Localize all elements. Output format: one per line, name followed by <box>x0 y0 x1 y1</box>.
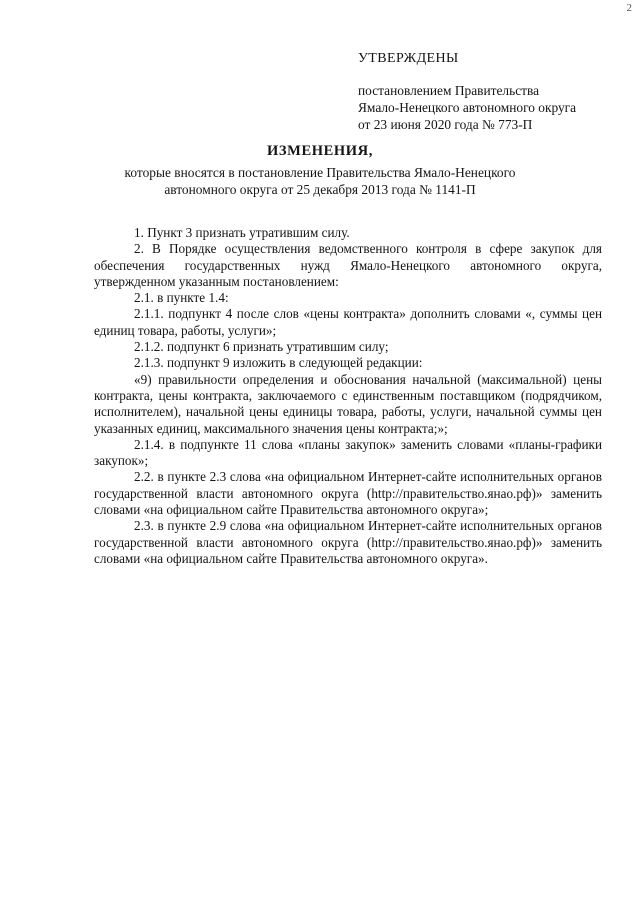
paragraph-2-1-1: 2.1.1. подпункт 4 после слов «цены контракта» дополнить словами «, суммы цен единиц товара, работы, услуги»; <box>94 306 602 338</box>
approval-heading: УТВЕРЖДЕНЫ <box>358 51 459 66</box>
paragraph-2-2: 2.2. в пункте 2.3 слова «на официальном Интернет-сайте исполнительных органов государственной власти автономного округа (http://правительство.янао.рф)» заменить словами «на официальном сайте Правительства автономного округа»; <box>94 469 602 518</box>
subtitle-line: автономного округа от 25 декабря 2013 года № 1141-П <box>164 182 476 197</box>
paragraph-1: 1. Пункт 3 признать утратившим силу. <box>134 225 350 240</box>
page-number: 2 <box>626 2 632 14</box>
paragraph-quoted-item-9: «9) правильности определения и обоснования начальной (максимальной) цены контракта, цены контракта, заключаемого с единственным поставщиком (подрядчиком, исполнителем), начальной цены единицы товара, работы, услуги, начальной суммы цен указанных единиц, максимального значения цены контракта;»; <box>94 371 602 436</box>
approval-line: от 23 июня 2020 года № 773-П <box>358 117 533 132</box>
document-subtitle <box>0 164 640 198</box>
approval-line: постановлением Правительства <box>358 83 540 98</box>
document-title: ИЗМЕНЕНИЯ, <box>267 143 373 159</box>
paragraph-2-1: 2.1. в пункте 1.4: <box>134 290 229 306</box>
paragraph-2: 2. В Порядке осуществления ведомственного контроля в сфере закупок для обеспечения государственных нужд Ямало-Ненецкого автономного округа, утвержденном указанным постановлением: <box>94 241 602 289</box>
approval-block <box>358 50 628 133</box>
subtitle-line: которые вносятся в постановление Правительства Ямало-Ненецкого <box>124 165 516 180</box>
document-body <box>94 225 602 567</box>
paragraph-2-1-2: 2.1.2. подпункт 6 признать утратившим силу; <box>134 339 389 355</box>
approval-line: Ямало-Ненецкого автономного округа <box>358 100 577 115</box>
paragraph-2-1-3: 2.1.3. подпункт 9 изложить в следующей редакции: <box>134 355 423 371</box>
paragraph-2-3: 2.3. в пункте 2.9 слова «на официальном Интернет-сайте исполнительных органов государственной власти автономного округа (http://правительство.янао.рф)» заменить словами «на официальном сайте Правительства автономного округа». <box>94 518 602 566</box>
paragraph-2-1-4: 2.1.4. в подпункте 11 слова «планы закупок» заменить словами «планы-графики закупок»; <box>94 436 602 469</box>
